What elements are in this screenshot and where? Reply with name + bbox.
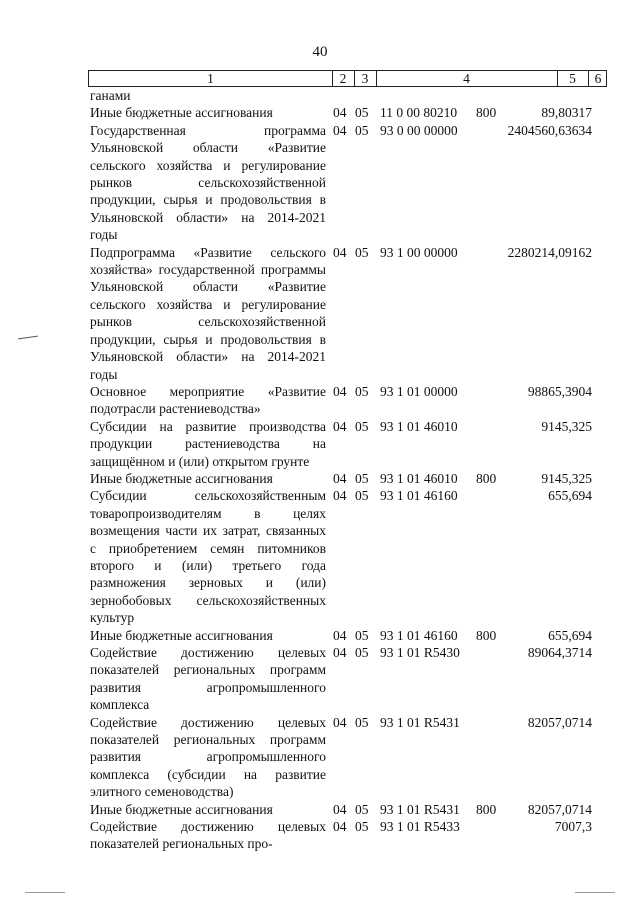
row-section: 04 <box>333 470 347 486</box>
scan-edge-mark <box>25 892 65 893</box>
row-amount: 98865,3904 <box>527 383 592 399</box>
row-target-code: 93 1 01 00000 <box>380 383 458 399</box>
table-row <box>0 87 640 104</box>
row-expense-type: 800 <box>476 801 497 817</box>
row-description: Содействие достижению целевых показателей региональных про- <box>90 819 326 852</box>
row-expense-type: 800 <box>476 470 497 486</box>
header-col-5: 5 <box>569 71 576 86</box>
row-section: 04 <box>333 383 347 399</box>
table-row <box>0 487 640 626</box>
row-description: Содействие достижению целевых показателей региональных программ развития агропромышленного комплекса (субсидии на развитие элитного семеноводства) <box>90 714 326 800</box>
scan-edge-mark <box>575 892 615 893</box>
table-row <box>0 244 640 383</box>
row-amount: 9145,325 <box>541 470 592 486</box>
table-row <box>0 470 640 487</box>
row-subsection: 05 <box>355 470 369 486</box>
table-row <box>0 418 640 470</box>
row-target-code: 93 1 00 00000 <box>380 244 458 260</box>
row-description: Субсидии на развитие производства продукции растениеводства на защищённом и (или) открытом грунте <box>90 418 326 469</box>
table-row <box>0 818 640 853</box>
row-subsection: 05 <box>355 801 369 817</box>
row-section: 04 <box>333 714 347 730</box>
table-row <box>0 644 640 714</box>
row-target-code: 93 1 01 46010 <box>380 418 458 434</box>
header-col-4: 4 <box>463 71 470 86</box>
row-amount: 2404560,63634 <box>507 122 592 138</box>
row-subsection: 05 <box>355 819 369 835</box>
row-subsection: 05 <box>355 645 369 660</box>
row-amount: 7007,3 <box>554 819 592 835</box>
row-target-code: 93 1 01 46010 <box>380 470 458 486</box>
row-subsection: 05 <box>355 244 369 260</box>
row-amount: 2280214,09162 <box>507 244 592 260</box>
row-description: Субсидии сельскохозяйственным товаропроизводителям в целях возмещения части их затрат, связанных с приобретением семян питомников второго и (или) третьего года размножения зерновых и (или) зернобобовых сельскохозяйственных культур <box>90 488 326 626</box>
row-description: Иные бюджетные ассигнования <box>90 470 273 486</box>
page-number: 40 <box>312 44 328 60</box>
row-amount: 82057,0714 <box>527 714 592 730</box>
row-section: 04 <box>333 627 347 643</box>
header-col-6: 6 <box>594 71 602 86</box>
row-amount: 89,80317 <box>541 105 592 121</box>
row-description: Государственная программа Ульяновской области «Развитие сельского хозяйства и регулирование рынков сельскохозяйственной продукции, сырья и продовольствия в Ульяновской области» на 2014-2021 годы <box>90 122 326 243</box>
table-row <box>0 627 640 644</box>
budget-table <box>0 87 640 853</box>
header-col-1: 1 <box>207 71 214 86</box>
row-description: Иные бюджетные ассигнования <box>90 801 273 817</box>
row-target-code: 93 1 01 R5430 <box>380 645 460 660</box>
row-section: 04 <box>333 645 347 660</box>
row-target-code: 93 0 00 00000 <box>380 122 458 138</box>
row-amount: 82057,0714 <box>527 801 592 817</box>
row-subsection: 05 <box>355 105 369 121</box>
row-amount: 9145,325 <box>541 418 592 434</box>
header-col-3: 3 <box>361 71 369 86</box>
row-description: Основное мероприятие «Развитие подотрасли растениеводства» <box>90 383 326 417</box>
row-section: 04 <box>333 105 347 121</box>
row-target-code: 93 1 01 46160 <box>380 488 458 504</box>
row-subsection: 05 <box>355 488 369 504</box>
row-amount: 655,694 <box>548 627 592 643</box>
table-row <box>0 714 640 801</box>
row-target-code: 93 1 01 46160 <box>380 627 458 643</box>
row-amount: 89064,3714 <box>527 645 592 660</box>
row-description: Подпрограмма «Развитие сельского хозяйства» государственной программы Ульяновской области «Развитие сельского хозяйства и регулирование рынков сельскохозяйственной продукции, сырья и продовольствия в Ульяновской области» на 2014-2021 годы <box>90 244 326 382</box>
row-description: Содействие достижению целевых показателей региональных программ развития агропромышленного комплекса <box>90 645 326 713</box>
row-target-code: 93 1 01 R5431 <box>380 801 460 817</box>
header-col-2: 2 <box>339 71 347 86</box>
row-description: ганами <box>90 88 131 103</box>
row-expense-type: 800 <box>476 627 497 643</box>
row-subsection: 05 <box>355 122 369 138</box>
table-row <box>0 104 640 121</box>
row-section: 04 <box>333 488 347 504</box>
row-section: 04 <box>333 819 347 835</box>
row-subsection: 05 <box>355 714 369 730</box>
table-row <box>0 122 640 244</box>
row-target-code: 93 1 01 R5431 <box>380 714 460 730</box>
row-section: 04 <box>333 418 347 434</box>
table-header <box>88 70 607 87</box>
row-amount: 655,694 <box>548 488 592 504</box>
row-target-code: 11 0 00 80210 <box>380 105 458 121</box>
row-subsection: 05 <box>355 418 369 434</box>
row-section: 04 <box>333 801 347 817</box>
row-section: 04 <box>333 122 347 138</box>
table-row <box>0 383 640 418</box>
row-subsection: 05 <box>355 627 369 643</box>
row-subsection: 05 <box>355 383 369 399</box>
table-row <box>0 801 640 818</box>
row-section: 04 <box>333 244 347 260</box>
row-description: Иные бюджетные ассигнования <box>90 105 273 121</box>
row-description: Иные бюджетные ассигнования <box>90 627 273 643</box>
row-target-code: 93 1 01 R5433 <box>380 819 460 835</box>
row-expense-type: 800 <box>476 105 497 121</box>
